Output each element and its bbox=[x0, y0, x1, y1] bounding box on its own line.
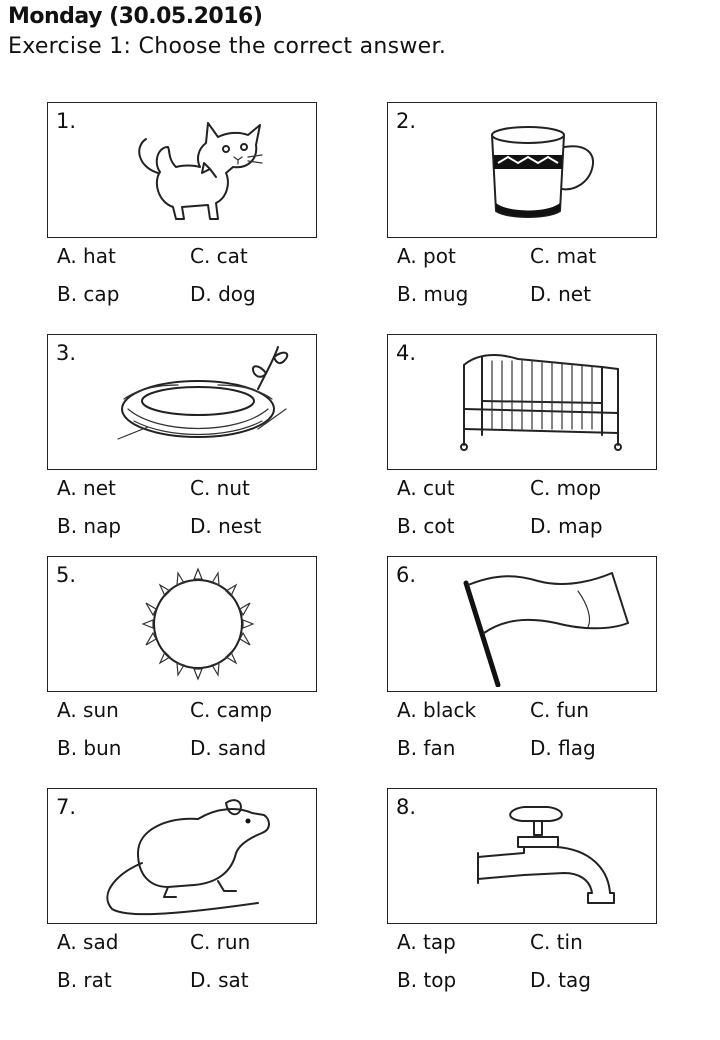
option-c[interactable]: C. run bbox=[190, 930, 251, 954]
flag-icon bbox=[438, 561, 638, 687]
picture-box bbox=[387, 556, 657, 692]
nest-icon bbox=[98, 339, 298, 465]
option-c[interactable]: C. mat bbox=[530, 244, 597, 268]
option-d[interactable]: D. tag bbox=[530, 968, 591, 992]
option-c[interactable]: C. camp bbox=[190, 698, 273, 722]
cat-icon bbox=[98, 107, 298, 233]
question-item-4 bbox=[387, 334, 657, 546]
option-c[interactable]: C. nut bbox=[190, 476, 250, 500]
question-number: 8. bbox=[396, 795, 417, 819]
option-a[interactable]: A. hat bbox=[57, 244, 116, 268]
option-b[interactable]: B. top bbox=[397, 968, 457, 992]
question-number: 4. bbox=[396, 341, 417, 365]
tap-icon bbox=[438, 793, 638, 919]
option-b[interactable]: B. bun bbox=[57, 736, 122, 760]
cot-icon bbox=[438, 339, 638, 465]
question-item-1 bbox=[47, 102, 317, 314]
option-d[interactable]: D. flag bbox=[530, 736, 596, 760]
option-c[interactable]: C. tin bbox=[530, 930, 583, 954]
option-a[interactable]: A. net bbox=[57, 476, 116, 500]
picture-box bbox=[47, 334, 317, 470]
answer-options bbox=[47, 238, 317, 314]
question-number: 5. bbox=[56, 563, 77, 587]
option-a[interactable]: A. black bbox=[397, 698, 477, 722]
answer-options bbox=[47, 470, 317, 546]
answer-options bbox=[47, 692, 317, 768]
question-item-7 bbox=[47, 788, 317, 1000]
option-d[interactable]: D. map bbox=[530, 514, 603, 538]
option-b[interactable]: B. cot bbox=[397, 514, 455, 538]
question-number: 7. bbox=[56, 795, 77, 819]
picture-box bbox=[47, 788, 317, 924]
answer-options bbox=[387, 924, 657, 1000]
question-number: 2. bbox=[396, 109, 417, 133]
option-d[interactable]: D. sat bbox=[190, 968, 249, 992]
question-number: 1. bbox=[56, 109, 77, 133]
picture-box bbox=[387, 334, 657, 470]
question-number: 6. bbox=[396, 563, 417, 587]
option-d[interactable]: D. dog bbox=[190, 282, 256, 306]
option-d[interactable]: D. net bbox=[530, 282, 591, 306]
question-item-5 bbox=[47, 556, 317, 768]
answer-options bbox=[47, 924, 317, 1000]
option-a[interactable]: A. tap bbox=[397, 930, 456, 954]
question-item-2 bbox=[387, 102, 657, 314]
option-c[interactable]: C. mop bbox=[530, 476, 602, 500]
picture-box bbox=[47, 102, 317, 238]
option-a[interactable]: A. sad bbox=[57, 930, 119, 954]
picture-box bbox=[387, 788, 657, 924]
answer-options bbox=[387, 470, 657, 546]
option-b[interactable]: B. mug bbox=[397, 282, 469, 306]
answer-options bbox=[387, 238, 657, 314]
question-item-6 bbox=[387, 556, 657, 768]
question-item-3 bbox=[47, 334, 317, 546]
rat-icon bbox=[98, 793, 298, 919]
answer-options bbox=[387, 692, 657, 768]
sun-icon bbox=[98, 561, 298, 687]
option-a[interactable]: A. pot bbox=[397, 244, 456, 268]
option-b[interactable]: B. nap bbox=[57, 514, 122, 538]
option-c[interactable]: C. fun bbox=[530, 698, 590, 722]
option-d[interactable]: D. sand bbox=[190, 736, 267, 760]
option-d[interactable]: D. nest bbox=[190, 514, 262, 538]
picture-box bbox=[47, 556, 317, 692]
option-a[interactable]: A. sun bbox=[57, 698, 119, 722]
page-title: Monday (30.05.2016) bbox=[8, 4, 263, 29]
option-c[interactable]: C. cat bbox=[190, 244, 248, 268]
question-number: 3. bbox=[56, 341, 77, 365]
exercise-instruction: Exercise 1: Choose the correct answer. bbox=[8, 34, 447, 59]
mug-icon bbox=[438, 107, 638, 233]
option-b[interactable]: B. cap bbox=[57, 282, 120, 306]
option-b[interactable]: B. rat bbox=[57, 968, 112, 992]
picture-box bbox=[387, 102, 657, 238]
question-item-8 bbox=[387, 788, 657, 1000]
option-b[interactable]: B. fan bbox=[397, 736, 456, 760]
option-a[interactable]: A. cut bbox=[397, 476, 455, 500]
